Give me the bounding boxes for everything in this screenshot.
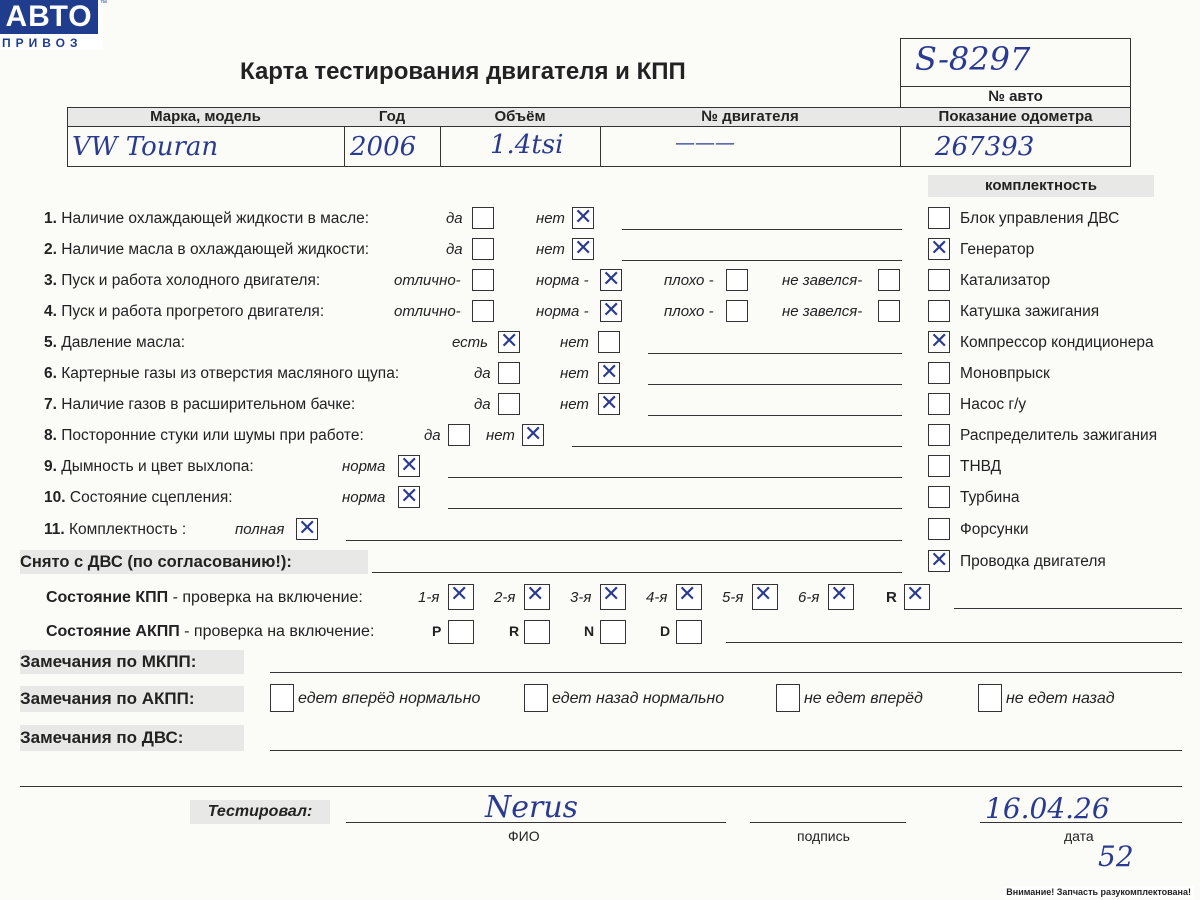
item-2 (44, 241, 369, 259)
notes-line (648, 415, 902, 416)
completeness-checkbox[interactable] (928, 331, 950, 353)
checkbox-item3-no-start[interactable] (878, 269, 900, 291)
removed-label: Снято с ДВС (по согласованию!): (20, 550, 368, 574)
akpp-label (46, 623, 374, 641)
opt-yes: да (474, 365, 491, 382)
item-label: Состояние сцепления: (69, 489, 233, 506)
item-4 (44, 303, 324, 321)
item-label: Пуск и работа прогретого двигателя: (61, 303, 325, 320)
checkbox-item3-normal[interactable] (600, 269, 622, 291)
opt-no: нет (560, 334, 589, 351)
checkbox-item3-excellent[interactable] (472, 269, 494, 291)
checkbox-item4-excellent[interactable] (472, 300, 494, 322)
auto-number-value: S-8297 (915, 40, 1031, 78)
gear-2-label: 2-я (494, 589, 516, 606)
opt-bad: плохо - (664, 272, 714, 289)
akpp-p-checkbox[interactable] (448, 620, 474, 644)
completeness-label: Турбина (960, 489, 1020, 506)
tester-name: Nerus (485, 790, 579, 825)
item-label: Наличие масла в охлаждающей жидкости: (61, 241, 370, 258)
item-8 (44, 427, 364, 445)
item-number: 11. (44, 521, 65, 538)
checkbox-item4-bad[interactable] (726, 300, 748, 322)
divider (900, 86, 1131, 87)
date-caption: дата (1064, 828, 1094, 844)
completeness-checkbox[interactable] (928, 455, 950, 477)
page-number: 52 (1098, 840, 1134, 873)
gear-3-checkbox[interactable] (600, 584, 626, 610)
checkbox-item10-normal[interactable] (398, 486, 420, 508)
opt-full: полная (235, 521, 285, 538)
kpp-label (46, 589, 363, 607)
date-value: 16.04.26 (985, 792, 1110, 825)
item-6 (44, 365, 399, 383)
gear-1-label: 1-я (418, 589, 440, 606)
odometer-value: 267393 (935, 132, 1035, 162)
kpp-title: Состояние КПП (46, 589, 169, 606)
item-label: Давление масла: (61, 334, 186, 351)
akpp-n-checkbox[interactable] (600, 620, 626, 644)
completeness-label: ТНВД (960, 458, 1002, 475)
checkbox-item2-yes[interactable] (472, 238, 494, 260)
item-label: Картерные газы из отверстия масляного щупа: (61, 365, 400, 382)
volume-header: Объём (494, 108, 546, 125)
fio-caption: ФИО (508, 828, 540, 844)
akpp-no-back-label: не едет назад (1006, 690, 1115, 707)
akpp-forward-ok-checkbox[interactable] (270, 684, 294, 712)
akpp-back-ok-label: едет назад нормально (552, 690, 725, 707)
gear-3-label: 3-я (570, 589, 592, 606)
opt-normal: норма (342, 489, 386, 506)
gear-6-label: 6-я (798, 589, 820, 606)
item-number: 7. (44, 396, 57, 413)
checkbox-item4-normal[interactable] (600, 300, 622, 322)
item-5 (44, 334, 185, 352)
engine-number-header: № двигателя (701, 108, 799, 125)
checkbox-item1-yes[interactable] (472, 207, 494, 229)
checkbox-item5-no[interactable] (598, 331, 620, 353)
warning-banner: Внимание! Запчасть разукомплектована! (1003, 886, 1194, 898)
year-header: Год (378, 108, 406, 125)
akpp-no-forward-label: не едет вперёд (804, 690, 923, 707)
checkbox-item1-no[interactable] (572, 207, 594, 229)
engine-number-value: ——— (675, 130, 735, 154)
gear-2-checkbox[interactable] (524, 584, 550, 610)
divider (67, 126, 1131, 127)
item-10 (44, 489, 233, 507)
tested-by-label: Тестировал: (190, 800, 330, 824)
remarks-akpp-label: Замечания по АКПП: (20, 686, 244, 712)
completeness-label: Блок управления ДВС (960, 210, 1120, 227)
completeness-checkbox[interactable] (928, 300, 950, 322)
notes-line (448, 477, 902, 478)
notes-line (572, 446, 902, 447)
item-7 (44, 396, 355, 414)
item-number: 10. (44, 489, 66, 506)
checkbox-item7-no[interactable] (598, 393, 620, 415)
gear-5-label: 5-я (722, 589, 744, 606)
checkbox-item8-no[interactable] (522, 424, 544, 446)
item-number: 8. (44, 427, 57, 444)
remarks-extra-line (20, 786, 1182, 787)
item-number: 1. (44, 210, 57, 227)
akpp-no-forward-checkbox[interactable] (776, 684, 800, 712)
checkbox-item6-yes[interactable] (498, 362, 520, 384)
opt-normal: норма (342, 458, 386, 475)
remarks-mkpp-label: Замечания по МКПП: (20, 650, 244, 674)
completeness-checkbox[interactable] (928, 486, 950, 508)
notes-line (648, 384, 902, 385)
logo-main-text: АВТО (0, 0, 98, 34)
opt-normal: норма - (536, 303, 589, 320)
akpp-back-ok-checkbox[interactable] (524, 684, 548, 712)
sign-line (750, 822, 906, 823)
opt-no: нет (560, 365, 589, 382)
completeness-label: Насос г/у (960, 396, 1027, 413)
completeness-label: Катушка зажигания (960, 303, 1100, 320)
opt-no: нет (486, 427, 515, 444)
gear-r-label: R (886, 589, 897, 606)
completeness-label: Форсунки (960, 521, 1029, 538)
date-line (980, 822, 1182, 823)
completeness-checkbox[interactable] (928, 393, 950, 415)
akpp-d-checkbox[interactable] (676, 620, 702, 644)
item-number: 5. (44, 334, 57, 351)
item-label: Наличие охлаждающей жидкости в масле: (61, 210, 370, 227)
akpp-no-back-checkbox[interactable] (978, 684, 1002, 712)
gear-6-checkbox[interactable] (828, 584, 854, 610)
item-label: Наличие газов в расширительном бачке: (61, 396, 356, 413)
remarks-dvs-line (270, 750, 1182, 751)
notes-line (648, 353, 902, 354)
item-label: Посторонние стуки или шумы при работе: (61, 427, 364, 444)
completeness-label: Распределитель зажигания (960, 427, 1158, 444)
completeness-checkbox[interactable] (928, 238, 950, 260)
opt-no-start: не завелся- (782, 303, 863, 320)
checkbox-item7-yes[interactable] (498, 393, 520, 415)
completeness-label: Компрессор кондиционера (960, 334, 1154, 351)
checkbox-item5-exists[interactable] (498, 331, 520, 353)
checkbox-item6-no[interactable] (598, 362, 620, 384)
akpp-d-label: D (660, 623, 671, 639)
opt-no-start: не завелся- (782, 272, 863, 289)
sign-caption: подпись (797, 828, 850, 844)
kpp-notes-line (954, 608, 1182, 609)
item-9 (44, 458, 254, 476)
notes-line (448, 508, 902, 509)
item-number: 3. (44, 272, 57, 289)
year-value: 2006 (350, 132, 417, 162)
item-number: 4. (44, 303, 57, 320)
fio-line (346, 822, 726, 823)
akpp-p-label: P (432, 623, 442, 639)
item-number: 9. (44, 458, 57, 475)
item-11 (44, 521, 186, 539)
completeness-checkbox[interactable] (928, 362, 950, 384)
item-number: 2. (44, 241, 57, 258)
completeness-checkbox[interactable] (928, 518, 950, 540)
akpp-notes-line (726, 642, 1182, 643)
akpp-n-label: N (584, 623, 595, 639)
checkbox-item3-bad[interactable] (726, 269, 748, 291)
opt-bad: плохо - (664, 303, 714, 320)
odometer-header: Показание одометра (938, 108, 1093, 125)
opt-yes: да (446, 210, 463, 227)
auto-number-label: № авто (988, 88, 1043, 105)
gear-5-checkbox[interactable] (752, 584, 778, 610)
notes-line (622, 229, 902, 230)
completeness-checkbox[interactable] (928, 207, 950, 229)
checkbox-item2-no[interactable] (572, 238, 594, 260)
brand-value: VW Touran (72, 132, 219, 162)
completeness-label: Катализатор (960, 272, 1051, 289)
checkbox-item9-normal[interactable] (398, 455, 420, 477)
completeness-label: Проводка двигателя (960, 553, 1106, 570)
akpp-r-checkbox[interactable] (524, 620, 550, 644)
completeness-checkbox[interactable] (928, 550, 950, 572)
opt-yes: да (424, 427, 441, 444)
completeness-label: Моновпрыск (960, 365, 1050, 382)
gear-4-label: 4-я (646, 589, 668, 606)
opt-no: нет (536, 241, 565, 258)
avtoprivoz-logo (0, 0, 107, 50)
opt-yes: да (446, 241, 463, 258)
notes-line (622, 260, 902, 261)
remarks-mkpp-line (270, 672, 1182, 673)
checkbox-item4-no-start[interactable] (878, 300, 900, 322)
removed-line (372, 572, 902, 573)
opt-no: нет (560, 396, 589, 413)
completeness-label: Генератор (960, 241, 1035, 258)
akpp-r-label: R (509, 623, 520, 639)
remarks-dvs-label: Замечания по ДВС: (20, 725, 244, 751)
completeness-checkbox[interactable] (928, 269, 950, 291)
akpp-title: Состояние АКПП (46, 623, 180, 640)
item-number: 6. (44, 365, 57, 382)
page-title: Карта тестирования двигателя и КПП (240, 58, 686, 85)
logo-trademark: ™ (100, 0, 107, 7)
volume-value: 1.4tsi (490, 130, 564, 160)
opt-normal: норма - (536, 272, 589, 289)
gear-1-checkbox[interactable] (448, 584, 474, 610)
logo-subtext: ПРИВОЗ (2, 36, 83, 50)
opt-excellent: отлично- (394, 303, 461, 320)
brand-header: Марка, модель (150, 108, 261, 125)
opt-excellent: отлично- (394, 272, 461, 289)
checkbox-item8-yes[interactable] (448, 424, 470, 446)
completeness-header: комплектность (928, 175, 1154, 197)
notes-line (346, 540, 902, 541)
opt-yes: да (474, 396, 491, 413)
akpp-title-rest: - проверка на включение: (179, 623, 375, 640)
item-1 (44, 210, 369, 228)
completeness-checkbox[interactable] (928, 424, 950, 446)
checkbox-item11-full[interactable] (296, 518, 318, 540)
item-label: Дымность и цвет выхлопа: (61, 458, 254, 475)
item-label: Пуск и работа холодного двигателя: (61, 272, 321, 289)
item-3 (44, 272, 320, 290)
akpp-forward-ok-label: едет вперёд нормально (298, 690, 481, 707)
gear-r-checkbox[interactable] (904, 584, 930, 610)
gear-4-checkbox[interactable] (676, 584, 702, 610)
kpp-title-rest: - проверка на включение: (168, 589, 363, 606)
item-label: Комплектность : (69, 521, 187, 538)
opt-exists: есть (452, 334, 489, 351)
opt-no: нет (536, 210, 565, 227)
